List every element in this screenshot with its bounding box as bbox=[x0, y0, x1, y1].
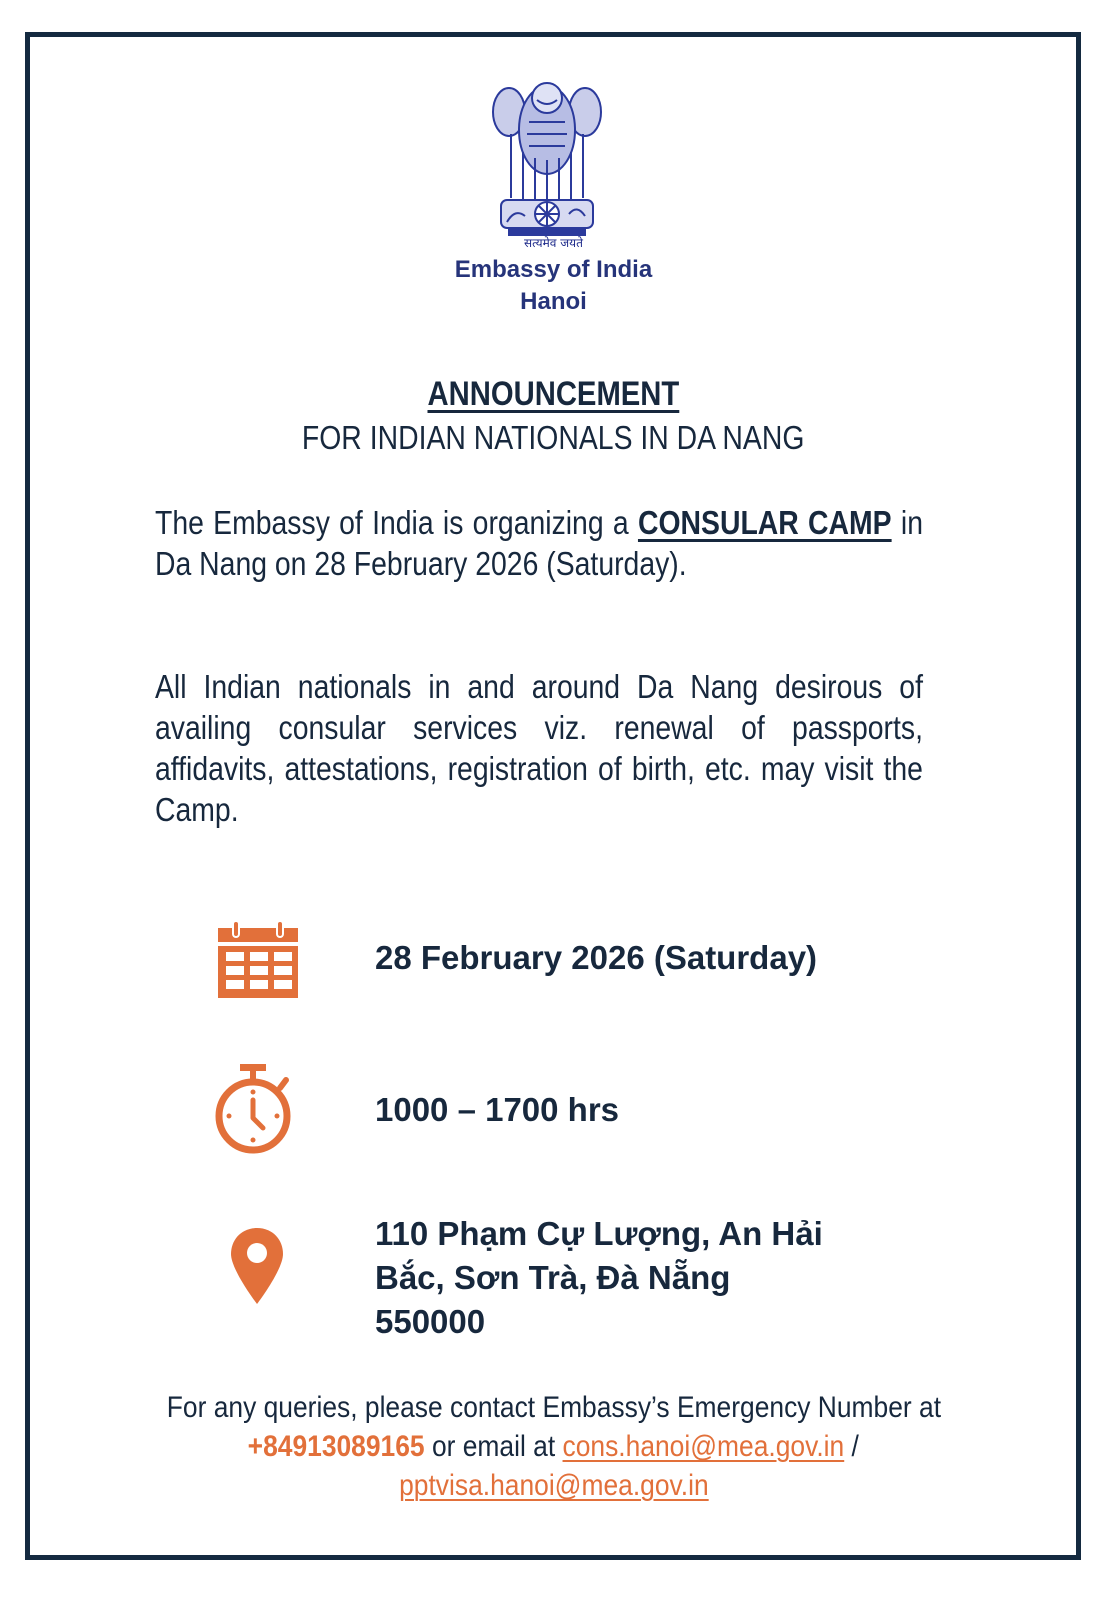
email-separator: / bbox=[844, 1430, 860, 1463]
org-name-line2: Hanoi bbox=[520, 288, 587, 315]
stopwatch-icon bbox=[214, 1062, 304, 1156]
email-cons-link[interactable]: cons.hanoi@mea.gov.in bbox=[562, 1430, 845, 1463]
contact-line3 bbox=[399, 1466, 709, 1505]
contact-mid-text: or email at bbox=[424, 1430, 563, 1463]
emblem-motto: सत्यमेव जयते bbox=[524, 236, 583, 250]
emergency-phone[interactable]: +84913089165 bbox=[247, 1430, 425, 1463]
consular-camp-highlight: CONSULAR CAMP bbox=[637, 504, 892, 541]
contact-line2 bbox=[248, 1427, 859, 1466]
announcement-title-text: ANNOUNCEMENT bbox=[427, 375, 680, 413]
event-date: 28 February 2026 (Saturday) bbox=[375, 939, 818, 976]
national-emblem-icon bbox=[487, 72, 607, 247]
organization-name bbox=[0, 254, 1107, 318]
event-time: 1000 – 1700 hrs bbox=[375, 1091, 620, 1128]
map-pin-icon bbox=[214, 1226, 304, 1306]
address-line3: 550000 bbox=[375, 1303, 486, 1340]
org-name-line1: Embassy of India bbox=[454, 256, 653, 283]
announcement-subtitle-text: FOR INDIAN NATIONALS IN DA NANG bbox=[302, 419, 805, 456]
contact-intro: For any queries, please contact Embassy’s Emergency Number at bbox=[166, 1391, 941, 1424]
intro-text-prefix: The Embassy of India is organizing a bbox=[155, 504, 638, 541]
announcement-subtitle bbox=[0, 418, 1107, 458]
announcement-title bbox=[0, 374, 1107, 414]
intro-paragraph bbox=[155, 502, 923, 584]
address-line2: Bắc, Sơn Trà, Đà Nẵng bbox=[375, 1259, 731, 1296]
intro-text-suffix: in Da Nang on 28 February 2026 (Saturday). bbox=[155, 504, 923, 582]
event-address bbox=[375, 1212, 895, 1344]
email-pptvisa-link[interactable]: pptvisa.hanoi@mea.gov.in bbox=[398, 1469, 709, 1502]
address-line1: 110 Phạm Cự Lượng, An Hải bbox=[375, 1215, 823, 1252]
contact-footer bbox=[0, 1388, 1107, 1505]
calendar-icon bbox=[214, 918, 304, 1000]
services-paragraph: All Indian nationals in and around Da Nang desirous of availing consular services viz. renewal of passports, affidavits, attestations, registration of birth, etc. may visit the Camp. bbox=[155, 668, 923, 828]
